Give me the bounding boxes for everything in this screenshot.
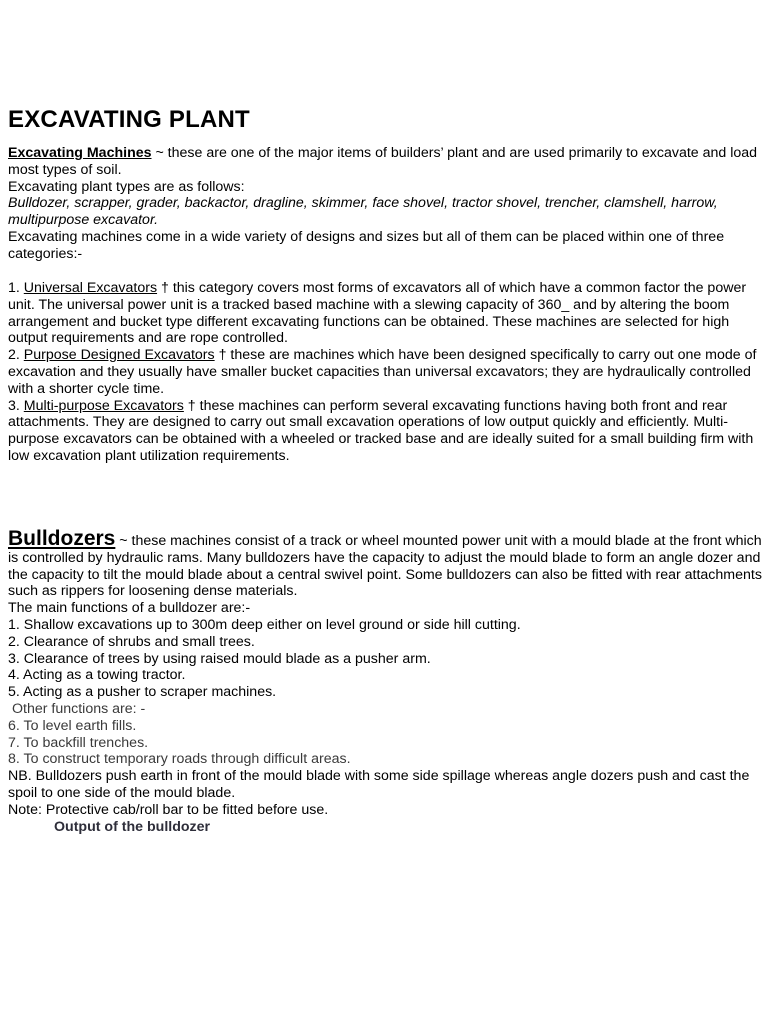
intro-definition <box>8 145 762 179</box>
category-text: † these are machines which have been designed specifically to carry out one mode of excavation and they usually have smaller bucket capacities than universal excavators; they are hydraulically controlled with a shorter cycle time. <box>8 347 757 397</box>
note-text: Note: Protective cab/roll bar to be fitted before use. <box>8 801 329 818</box>
list-item: 8. To construct temporary roads through difficult areas. <box>8 751 351 768</box>
list-item: 3. Clearance of trees by using raised mould blade as a pusher arm. <box>8 650 431 667</box>
category-number: 3. <box>8 397 24 414</box>
types-list: Bulldozer, scrapper, grader, backactor, dragline, skimmer, face shovel, tractor shovel, trencher, clamshell, harrow, multipurpose excavator. <box>8 195 718 229</box>
list-item: 5. Acting as a pusher to scraper machines. <box>8 684 277 701</box>
category-item <box>8 398 762 465</box>
category-name: Universal Excavators <box>23 280 158 296</box>
category-item <box>8 347 762 397</box>
category-number: 2. <box>8 347 24 364</box>
intro-section <box>8 145 762 263</box>
list-item: 1. Shallow excavations up to 300m deep either on level ground or side hill cutting. <box>8 616 521 633</box>
bulldozers-section <box>8 527 762 835</box>
list-item: 7. To backfill trenches. <box>8 734 149 751</box>
types-lead: Excavating plant types are as follows: <box>8 178 245 195</box>
nb-text: NB. Bulldozers push earth in front of the mould blade with some side spillage whereas angle dozers push and cast the spoil to one side of the mould blade. <box>8 768 750 801</box>
category-item <box>8 280 762 347</box>
excavating-machines-term: Excavating Machines <box>8 145 152 161</box>
category-name: Multi-purpose Excavators <box>23 397 184 414</box>
functions-lead: The main functions of a bulldozer are:- <box>8 600 251 617</box>
other-functions-lead: Other functions are: - <box>12 700 146 717</box>
output-heading: Output of the bulldozer <box>54 818 211 835</box>
list-item: 6. To level earth fills. <box>8 717 137 734</box>
category-name: Purpose Designed Excavators <box>23 347 215 364</box>
categories-lead: Excavating machines come in a wide variety of designs and sizes but all of them can be placed within one of three categories:- <box>8 228 725 262</box>
category-text: † these machines can perform several excavating functions having both front and rear attachments. They are designed to carry out small excavation operations of low output quickly and efficiently. Multi-purpose excavators can be obtained with a wheeled or tracked base and are ideally suited for a small building firm with low excavation plant utilization requirements. <box>8 397 754 464</box>
page-title: EXCAVATING PLANT <box>8 106 250 133</box>
category-number: 1. <box>8 280 24 296</box>
category-text: † this category covers most forms of excavators all of which have a common factor the power unit. The universal power unit is a tracked based machine with a slewing capacity of 360_ and by altering the boom arrangement and bucket type different excavating functions can be obtained. These machines are selected for high output requirements and are rope controlled. <box>8 280 747 347</box>
excavating-machines-definition: ~ these are one of the major items of builders’ plant and are used primarily to excavate and load most types of soil. <box>8 145 758 178</box>
bulldozers-definition-text: ~ these machines consist of a track or wheel mounted power unit with a mould blade at the front which is controlled by hydraulic rams. Many bulldozers have the capacity to adjust the mould blade to form an angle dozer and the capacity to tilt the mould blade about a central swivel point. Some bulldozers can also be fitted with rear attachments such as rippers for loosening dense materials. <box>8 533 762 600</box>
bulldozers-definition <box>8 527 762 600</box>
categories-section <box>8 280 762 465</box>
list-item: 2. Clearance of shrubs and small trees. <box>8 633 255 650</box>
list-item: 4. Acting as a towing tractor. <box>8 667 186 684</box>
bulldozers-heading: Bulldozers <box>8 527 116 550</box>
